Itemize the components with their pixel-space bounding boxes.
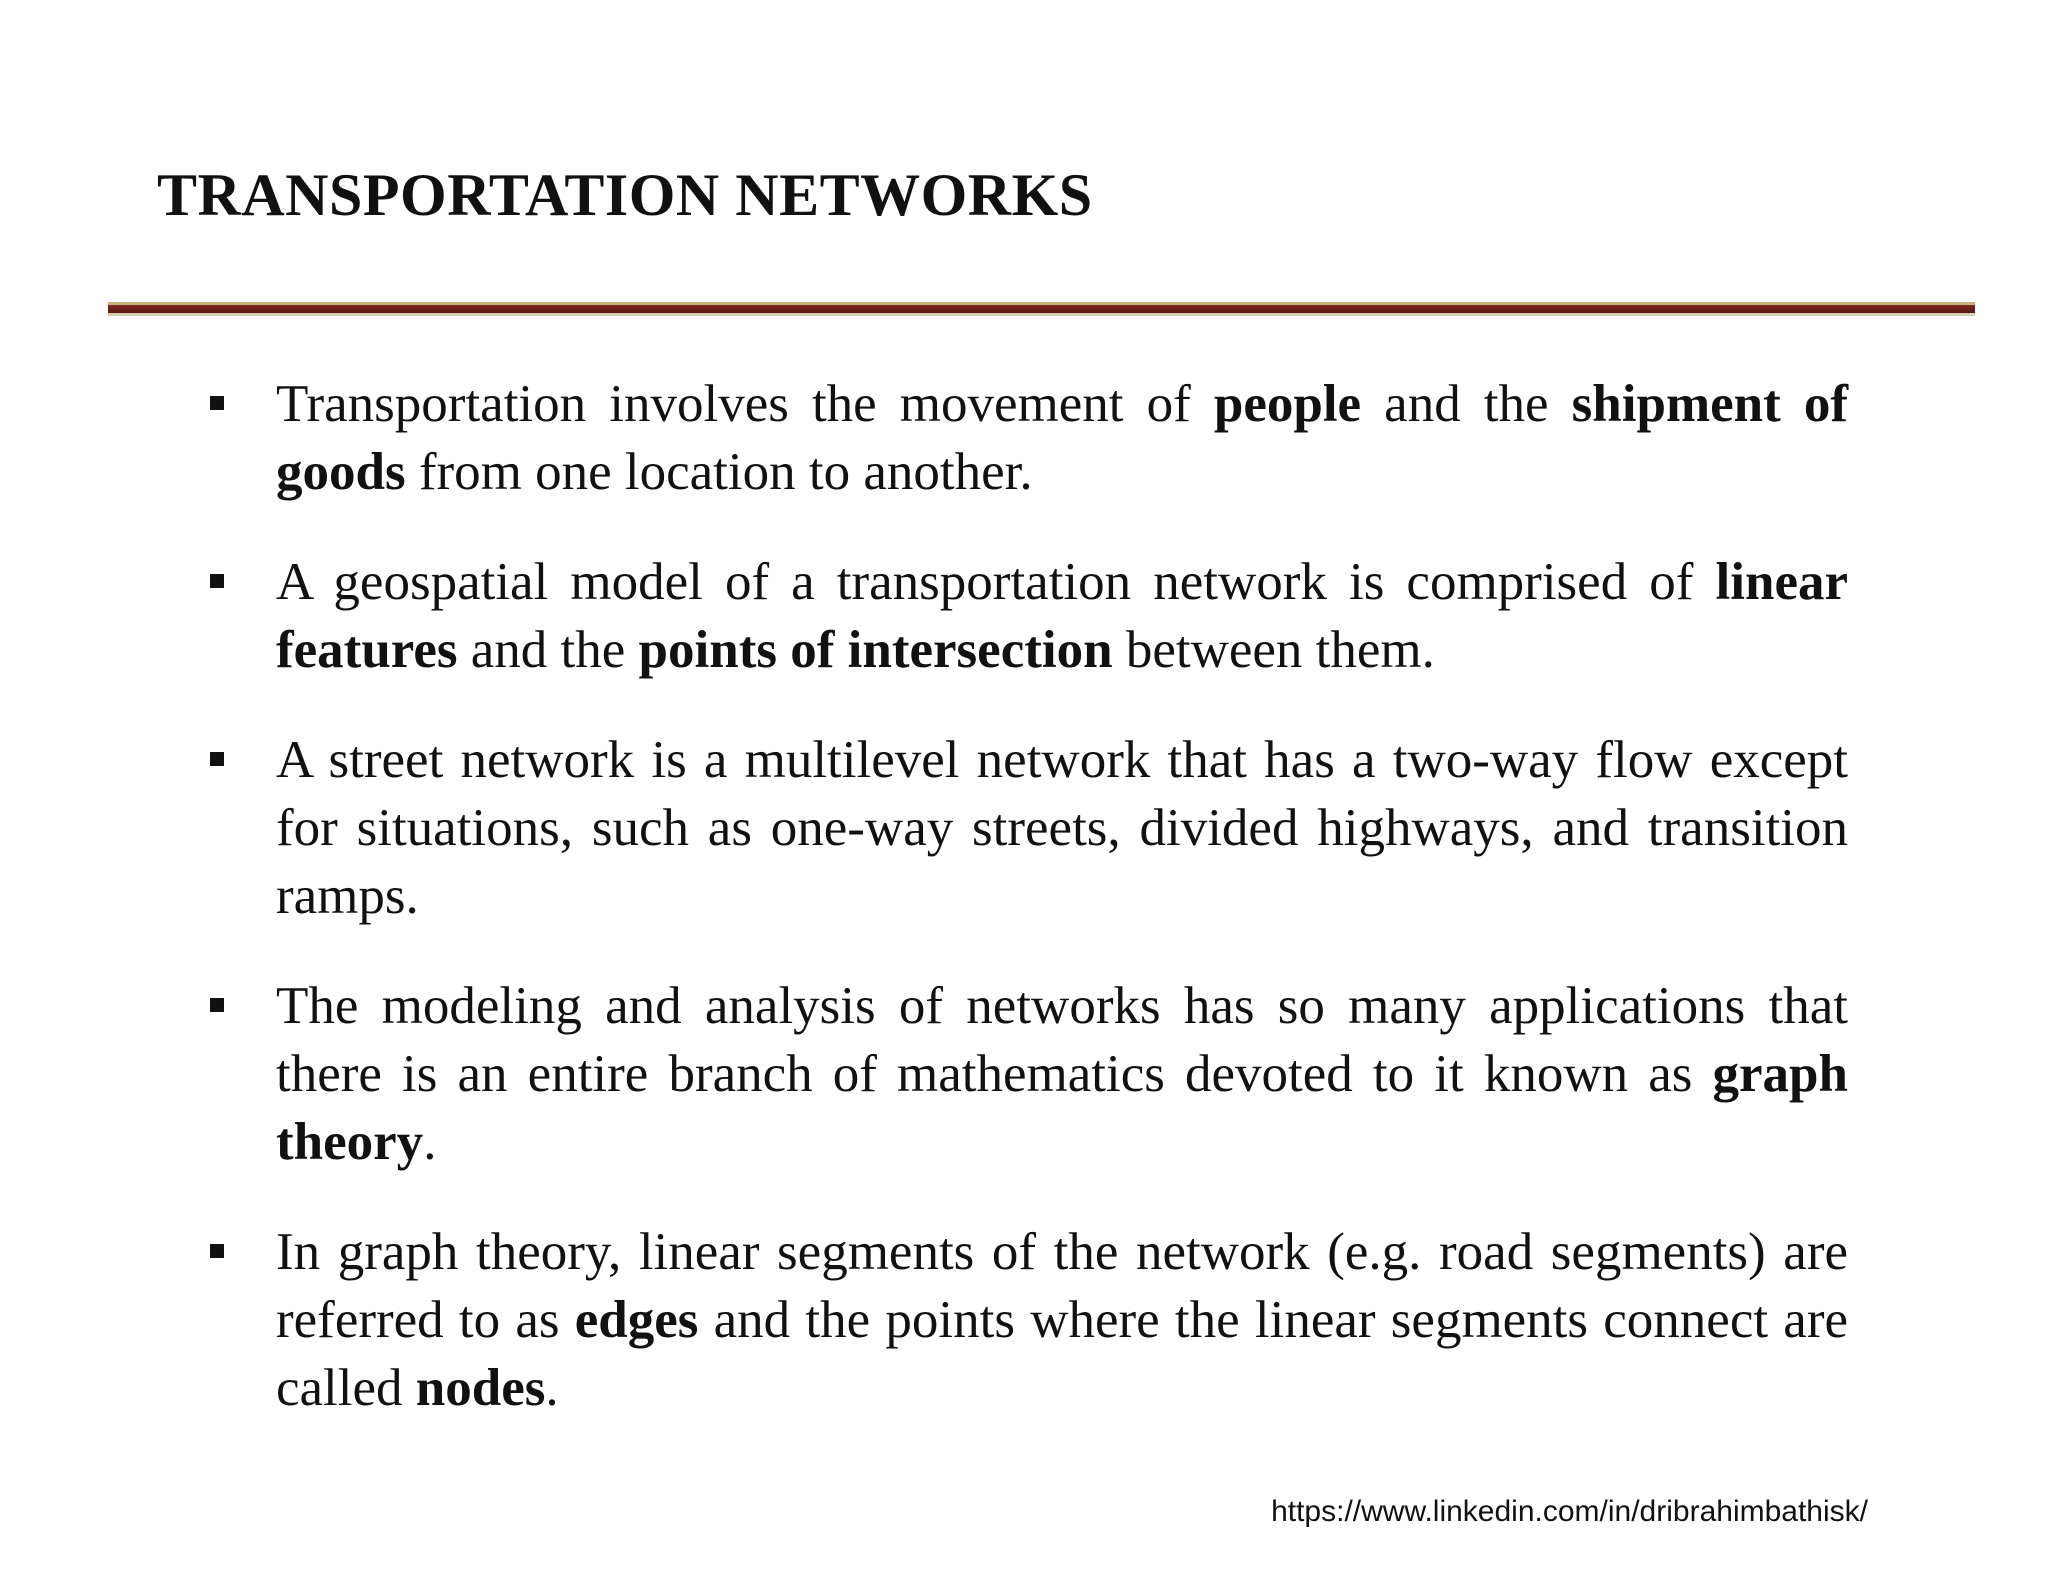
square-bullet-icon	[210, 396, 224, 410]
bullet-text: In graph theory, linear segments of the network (e.g. road segments) are referred to as edges and the points where the linear segments connect are called nodes.	[276, 1223, 1849, 1417]
square-bullet-icon	[210, 998, 224, 1012]
bullet-text: A geospatial model of a transportation network is comprised of linear features and the points of intersection between them.	[276, 553, 1848, 679]
divider-main-band	[108, 305, 1975, 313]
bullet-text: The modeling and analysis of networks has so many applications that there is an entire branch of mathematics devoted to it known as graph theory.	[276, 977, 1848, 1171]
bullet-item	[276, 370, 1848, 506]
bold-term: graph theory	[276, 1045, 1848, 1171]
bold-term: points of intersection	[638, 621, 1113, 679]
bullet-text: Transportation involves the movement of people and the shipment of goods from one location to another.	[276, 375, 1848, 501]
square-bullet-icon	[210, 752, 224, 766]
bold-term: linear features	[276, 553, 1848, 679]
bold-term: shipment of goods	[276, 375, 1848, 501]
bullet-list	[276, 370, 1848, 1464]
linkedin-profile-link[interactable]: https://www.linkedin.com/in/dribrahimbathisk/	[1271, 1495, 1868, 1528]
bullet-item	[276, 972, 1848, 1176]
square-bullet-icon	[210, 574, 224, 588]
bullet-item	[276, 726, 1848, 930]
bold-term: nodes	[415, 1359, 546, 1417]
bullet-item	[276, 548, 1848, 684]
bullet-item	[276, 1218, 1848, 1422]
divider-bottom-band	[108, 313, 1975, 316]
title-divider	[108, 302, 1975, 316]
slide-title: TRANSPORTATION NETWORKS	[157, 162, 1093, 228]
bullet-text: A street network is a multilevel network that has a two-way flow except for situations, such as one-way streets, divided highways, and transition ramps.	[276, 731, 1848, 925]
bold-term: people	[1213, 375, 1362, 433]
bold-term: edges	[574, 1291, 699, 1349]
square-bullet-icon	[210, 1244, 224, 1258]
